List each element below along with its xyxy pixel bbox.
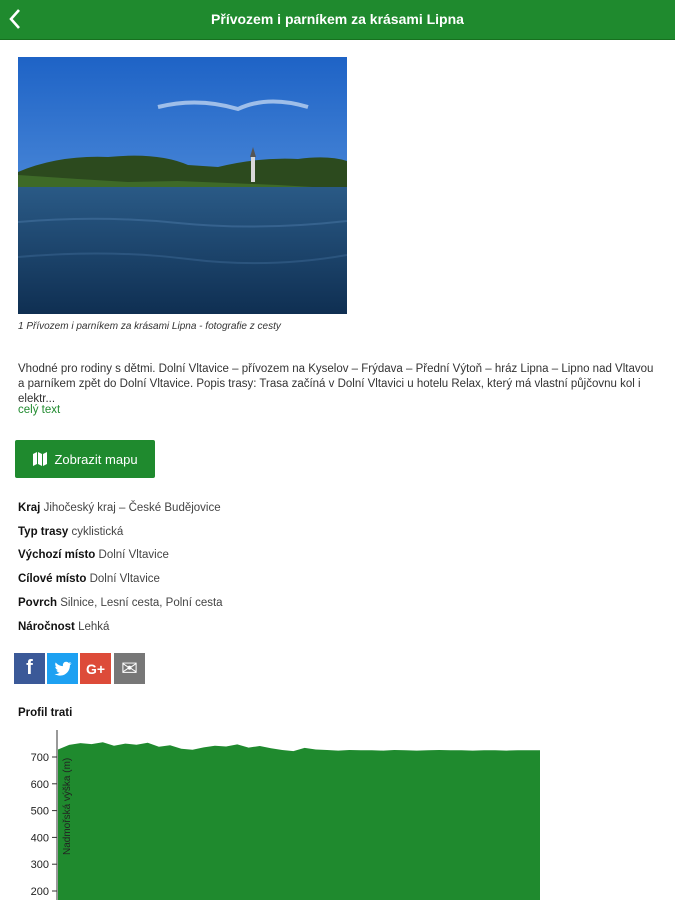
- info-row-destination: [18, 573, 160, 585]
- elevation-profile-chart: [0, 730, 675, 900]
- page-title: Přívozem i parníkem za krásami Lipna: [211, 11, 464, 27]
- profile-title: Profil trati: [18, 707, 73, 719]
- info-value: Lehká: [78, 621, 110, 633]
- photo-caption: 1 Přívozem i parníkem za krásami Lipna - fotografie z cesty: [18, 321, 281, 332]
- info-label: Typ trasy: [18, 526, 69, 538]
- elevation-area: [58, 742, 540, 900]
- route-photo: [18, 57, 347, 314]
- email-share-button[interactable]: [114, 653, 145, 684]
- facebook-share-button[interactable]: [14, 653, 45, 684]
- info-row-route-type: [18, 526, 123, 538]
- twitter-icon: [54, 661, 72, 677]
- info-row-surface: [18, 597, 223, 609]
- show-map-button[interactable]: [15, 440, 155, 478]
- google-plus-icon: G+: [85, 660, 106, 677]
- y-tick-label: 700: [30, 752, 49, 764]
- show-full-text-link[interactable]: celý text: [18, 404, 61, 416]
- y-tick-label: 200: [30, 886, 49, 898]
- info-label: Výchozí místo: [18, 549, 96, 561]
- info-label: Cílové místo: [18, 573, 87, 585]
- y-tick-label: 500: [30, 805, 49, 818]
- info-row-start: [18, 549, 169, 561]
- info-value: Silnice, Lesní cesta, Polní cesta: [60, 597, 223, 609]
- info-label: Povrch: [18, 597, 57, 609]
- app-header: [0, 0, 675, 40]
- y-tick-label: 300: [30, 859, 49, 872]
- twitter-share-button[interactable]: [47, 653, 78, 684]
- y-tick-label: 600: [30, 778, 49, 791]
- facebook-icon: f: [26, 657, 33, 679]
- info-label: Náročnost: [18, 621, 75, 633]
- info-value: Dolní Vltavice: [98, 549, 169, 561]
- info-row-region: [18, 502, 221, 514]
- y-axis-label: Nadmořská výška (m): [62, 757, 73, 855]
- info-value: cyklistická: [71, 526, 124, 538]
- info-label: Kraj: [18, 502, 41, 514]
- y-tick-label: 400: [30, 832, 49, 845]
- info-value: Jihočeský kraj – České Budějovice: [43, 502, 221, 514]
- google-plus-share-button[interactable]: [80, 653, 111, 684]
- email-icon: ✉: [121, 658, 138, 680]
- show-map-label: Zobrazit mapu: [54, 451, 138, 467]
- route-description: Vhodné pro rodiny s dětmi. Dolní Vltavice – přívozem na Kyselov – Frýdava – Přední Výtoň – hráz Lipna – Lipno nad Vltavou a parníkem zpět do Dolní Vltavice. Popis trasy: Trasa začíná v Dolní Vltavici u hotelu Relax, který má vlastní půjčovnu kol i elektr...: [18, 363, 654, 405]
- info-value: Dolní Vltavice: [89, 573, 160, 585]
- map-icon: [32, 452, 48, 466]
- info-row-difficulty: [18, 621, 109, 633]
